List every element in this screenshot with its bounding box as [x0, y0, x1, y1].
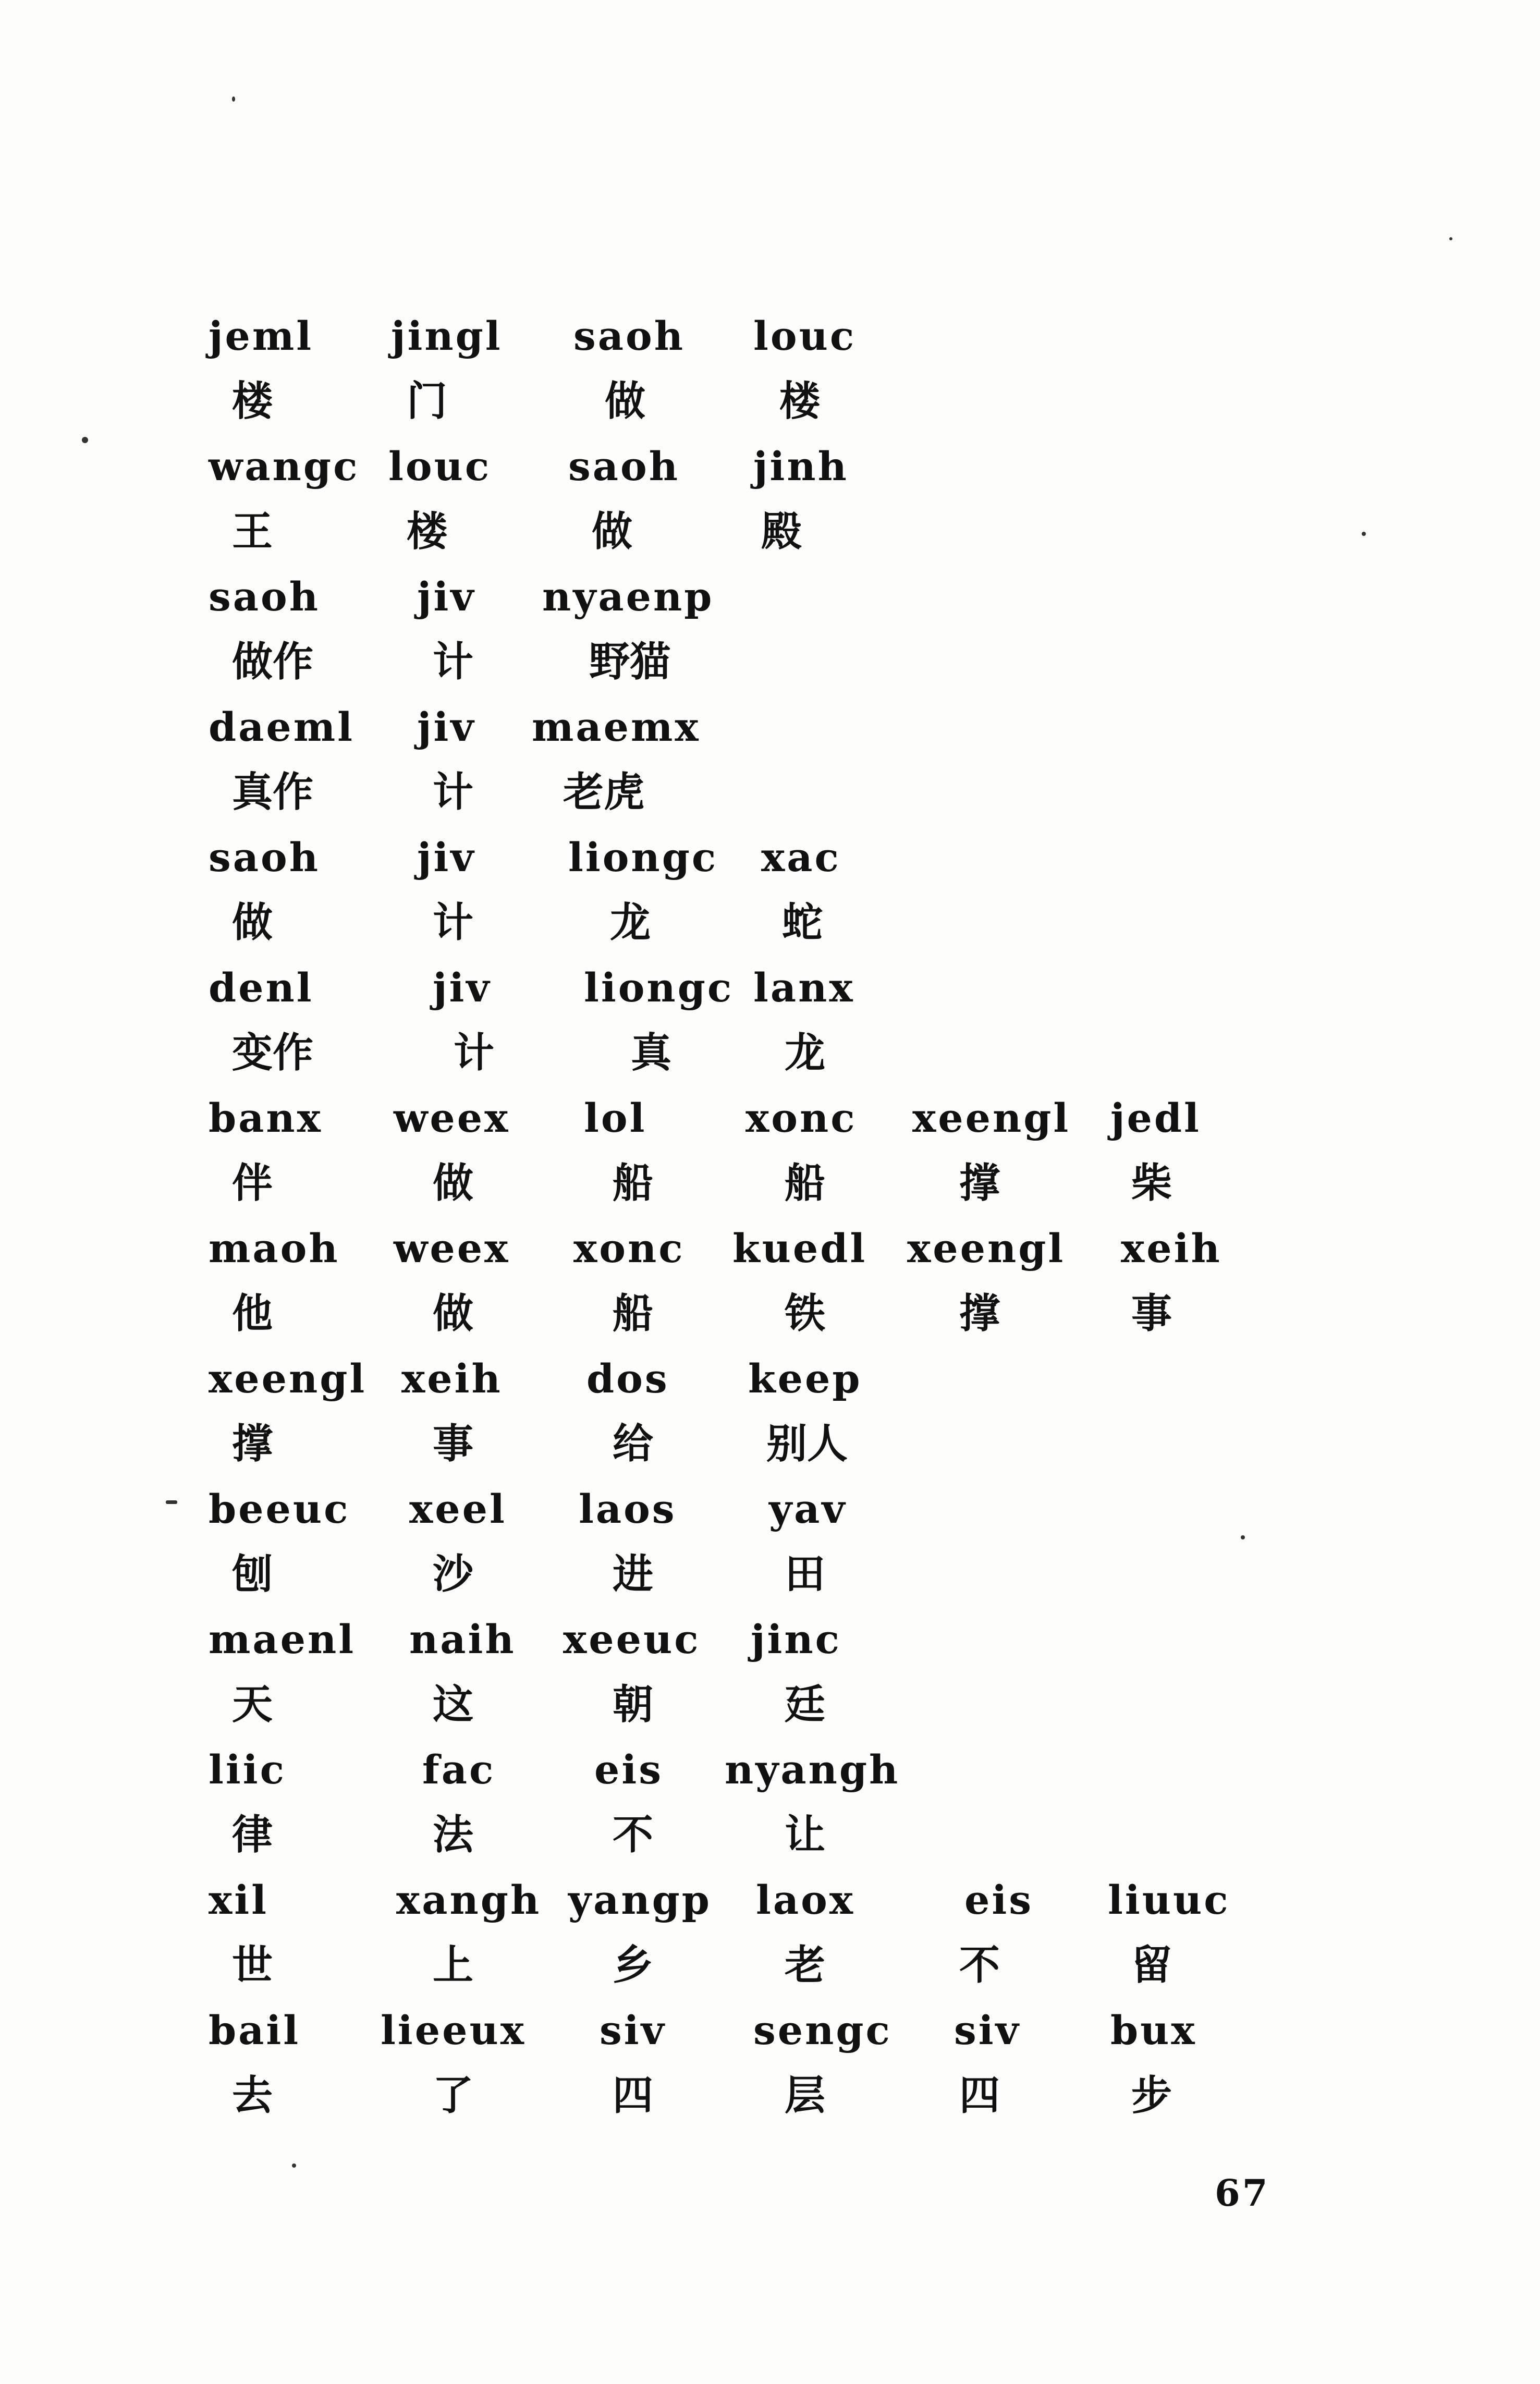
chinese-gloss: 这	[433, 1681, 474, 1728]
chinese-gloss: 不	[959, 1942, 1000, 1989]
chinese-gloss: 世	[232, 1942, 273, 1989]
chinese-gloss-row	[209, 1285, 1408, 1348]
chinese-gloss: 四	[613, 2072, 654, 2119]
romanized-word: liongc	[584, 964, 734, 1011]
chinese-gloss: 计	[433, 899, 474, 946]
romanized-word: xeel	[409, 1486, 507, 1532]
verse-line	[209, 1872, 1408, 2002]
scan-speck	[1449, 237, 1452, 240]
romanized-word: xil	[209, 1877, 269, 1923]
chinese-gloss-row	[209, 1937, 1408, 1999]
chinese-gloss: 刨	[232, 1551, 273, 1598]
chinese-gloss: 变作	[232, 1030, 314, 1077]
chinese-gloss: 给	[613, 1421, 654, 1468]
romanized-word: yangp	[568, 1877, 712, 1923]
chinese-gloss-row	[209, 764, 1408, 826]
romanized-word: eis	[964, 1877, 1034, 1923]
romanized-word: louc	[753, 313, 857, 359]
verse-line	[209, 699, 1408, 829]
chinese-gloss: 上	[433, 1942, 474, 1989]
romanization-row	[209, 1090, 1408, 1152]
romanized-word: maenl	[209, 1616, 356, 1662]
chinese-gloss-row	[209, 503, 1408, 566]
chinese-gloss: 他	[232, 1290, 273, 1337]
chinese-gloss-row	[209, 1155, 1408, 1217]
verse-line	[209, 829, 1408, 959]
romanized-word: siv	[600, 2007, 666, 2053]
verse-line	[209, 2002, 1408, 2132]
chinese-gloss: 船	[613, 1290, 654, 1337]
romanized-word: keep	[748, 1355, 862, 1402]
chinese-gloss: 四	[959, 2072, 1000, 2119]
chinese-gloss: 柴	[1131, 1160, 1172, 1207]
romanization-row	[209, 1481, 1408, 1543]
chinese-gloss: 船	[613, 1160, 654, 1207]
verse-line	[209, 1481, 1408, 1611]
chinese-gloss-row	[209, 1415, 1408, 1478]
chinese-gloss: 计	[433, 769, 474, 816]
romanization-row	[209, 308, 1408, 370]
chinese-gloss: 伴	[232, 1160, 273, 1207]
romanized-word: saoh	[568, 443, 680, 490]
romanized-word: liongc	[568, 834, 718, 881]
romanized-word: saoh	[209, 573, 320, 620]
chinese-gloss: 去	[232, 2072, 273, 2119]
scan-speck	[1241, 1535, 1245, 1539]
chinese-gloss: 老	[785, 1942, 826, 1989]
romanized-word: xonc	[573, 1225, 685, 1272]
romanization-row	[209, 829, 1408, 891]
chinese-gloss: 计	[433, 639, 474, 686]
romanization-row	[209, 1611, 1408, 1673]
romanized-word: nyangh	[725, 1746, 900, 1793]
chinese-gloss: 门	[407, 378, 448, 425]
romanization-row	[209, 959, 1408, 1022]
romanization-row	[209, 1872, 1408, 1934]
romanization-row	[209, 1220, 1408, 1282]
romanized-word: saoh	[209, 834, 320, 881]
chinese-gloss: 楼	[779, 378, 821, 425]
verse-line	[209, 1741, 1408, 1872]
romanized-word: laos	[579, 1486, 677, 1532]
romanized-word: xeeuc	[563, 1616, 701, 1662]
romanized-word: jiv	[417, 704, 476, 750]
romanized-word: saoh	[573, 313, 685, 359]
scan-speck	[166, 1500, 177, 1504]
romanized-word: xeih	[1121, 1225, 1222, 1272]
chinese-gloss-row	[209, 1676, 1408, 1739]
chinese-gloss: 不	[613, 1812, 654, 1859]
romanized-word: xangh	[396, 1877, 542, 1923]
romanization-row	[209, 2002, 1408, 2064]
chinese-gloss: 层	[785, 2072, 826, 2119]
chinese-gloss: 进	[613, 1551, 654, 1598]
romanized-word: jeml	[209, 313, 314, 359]
chinese-gloss-row	[209, 894, 1408, 957]
chinese-gloss: 铁	[785, 1290, 826, 1337]
romanized-word: louc	[388, 443, 492, 490]
chinese-gloss: 船	[785, 1160, 826, 1207]
romanization-row	[209, 699, 1408, 761]
verse-line	[209, 308, 1408, 438]
scan-speck	[82, 437, 88, 443]
chinese-gloss: 撑	[959, 1290, 1000, 1337]
romanized-word: bux	[1110, 2007, 1197, 2053]
chinese-gloss-row	[209, 373, 1408, 435]
romanization-row	[209, 1741, 1408, 1804]
scan-speck	[1362, 532, 1366, 536]
chinese-gloss: 事	[433, 1421, 474, 1468]
chinese-gloss: 法	[433, 1812, 474, 1859]
romanized-word: jiv	[417, 834, 476, 881]
romanized-word: sengc	[753, 2007, 892, 2053]
chinese-gloss-row	[209, 1024, 1408, 1087]
romanized-word: eis	[594, 1746, 664, 1793]
romanization-row	[209, 1350, 1408, 1413]
chinese-gloss: 沙	[433, 1551, 474, 1598]
chinese-gloss: 做	[592, 508, 633, 555]
verse-line	[209, 1611, 1408, 1741]
chinese-gloss: 楼	[232, 378, 273, 425]
romanized-word: denl	[209, 964, 314, 1011]
chinese-gloss: 事	[1131, 1290, 1172, 1337]
romanized-word: xeengl	[907, 1225, 1066, 1272]
scan-speck	[232, 96, 235, 102]
chinese-gloss: 乡	[613, 1942, 654, 1989]
romanized-word: liuuc	[1108, 1877, 1230, 1923]
romanized-word: banx	[209, 1095, 323, 1141]
romanized-word: nyaenp	[542, 573, 714, 620]
chinese-gloss: 殿	[761, 508, 802, 555]
chinese-gloss: 做作	[232, 639, 314, 686]
chinese-gloss: 做	[433, 1290, 474, 1337]
romanized-word: wangc	[209, 443, 360, 490]
verse-block	[209, 308, 1408, 2132]
chinese-gloss: 撑	[959, 1160, 1000, 1207]
romanized-word: jiv	[433, 964, 492, 1011]
chinese-gloss-row	[209, 1546, 1408, 1608]
romanized-word: maemx	[532, 704, 701, 750]
chinese-gloss: 天	[232, 1681, 273, 1728]
romanized-word: yav	[769, 1486, 847, 1532]
romanization-row	[209, 438, 1408, 500]
romanized-word: xonc	[745, 1095, 857, 1141]
romanized-word: beeuc	[209, 1486, 350, 1532]
chinese-gloss-row	[209, 1806, 1408, 1869]
chinese-gloss: 真作	[232, 769, 314, 816]
chinese-gloss: 撑	[232, 1421, 273, 1468]
chinese-gloss: 龙	[785, 1030, 826, 1077]
romanized-word: lol	[584, 1095, 647, 1141]
romanized-word: lanx	[753, 964, 855, 1011]
chinese-gloss: 朝	[613, 1681, 654, 1728]
romanized-word: kuedl	[732, 1225, 867, 1272]
romanized-word: xac	[761, 834, 841, 881]
romanized-word: lieeux	[381, 2007, 527, 2053]
romanized-word: jinh	[753, 443, 849, 490]
romanized-word: laox	[756, 1877, 855, 1923]
romanized-word: fac	[422, 1746, 496, 1793]
page-number: 67	[1215, 2171, 1270, 2215]
romanized-word: bail	[209, 2007, 301, 2053]
verse-line	[209, 568, 1408, 699]
romanized-word: jiv	[417, 573, 476, 620]
romanized-word: daeml	[209, 704, 355, 750]
chinese-gloss: 做	[433, 1160, 474, 1207]
chinese-gloss: 楼	[407, 508, 448, 555]
verse-line	[209, 1220, 1408, 1350]
verse-line	[209, 1090, 1408, 1220]
verse-line	[209, 438, 1408, 568]
chinese-gloss: 了	[433, 2072, 474, 2119]
chinese-gloss: 真	[631, 1030, 672, 1077]
chinese-gloss: 野猫	[589, 639, 671, 686]
verse-line	[209, 1350, 1408, 1481]
romanized-word: jinc	[751, 1616, 841, 1662]
chinese-gloss: 蛇	[782, 899, 823, 946]
chinese-gloss: 做	[232, 899, 273, 946]
chinese-gloss: 做	[605, 378, 646, 425]
romanized-word: xeengl	[209, 1355, 367, 1402]
scan-speck	[292, 2163, 296, 2168]
romanized-word: weex	[394, 1225, 510, 1272]
chinese-gloss: 老虎	[563, 769, 645, 816]
romanized-word: weex	[394, 1095, 510, 1141]
chinese-gloss: 律	[232, 1812, 273, 1859]
chinese-gloss: 留	[1131, 1942, 1172, 1989]
romanized-word: maoh	[209, 1225, 340, 1272]
chinese-gloss: 田	[785, 1551, 826, 1598]
romanized-word: dos	[586, 1355, 669, 1402]
romanized-word: xeengl	[912, 1095, 1071, 1141]
romanized-word: naih	[409, 1616, 516, 1662]
chinese-gloss: 让	[785, 1812, 826, 1859]
chinese-gloss: 计	[454, 1030, 495, 1077]
romanized-word: liic	[209, 1746, 286, 1793]
romanized-word: jedl	[1110, 1095, 1201, 1141]
chinese-gloss: 廷	[785, 1681, 826, 1728]
romanization-row	[209, 568, 1408, 631]
chinese-gloss: 龙	[610, 899, 651, 946]
romanized-word: jingl	[391, 313, 503, 359]
verse-line	[209, 959, 1408, 1090]
romanized-word: xeih	[401, 1355, 503, 1402]
chinese-gloss: 步	[1131, 2072, 1172, 2119]
chinese-gloss: 别人	[766, 1421, 848, 1468]
chinese-gloss-row	[209, 633, 1408, 696]
chinese-gloss-row	[209, 2067, 1408, 2130]
romanized-word: siv	[954, 2007, 1021, 2053]
chinese-gloss: 王	[232, 508, 273, 555]
